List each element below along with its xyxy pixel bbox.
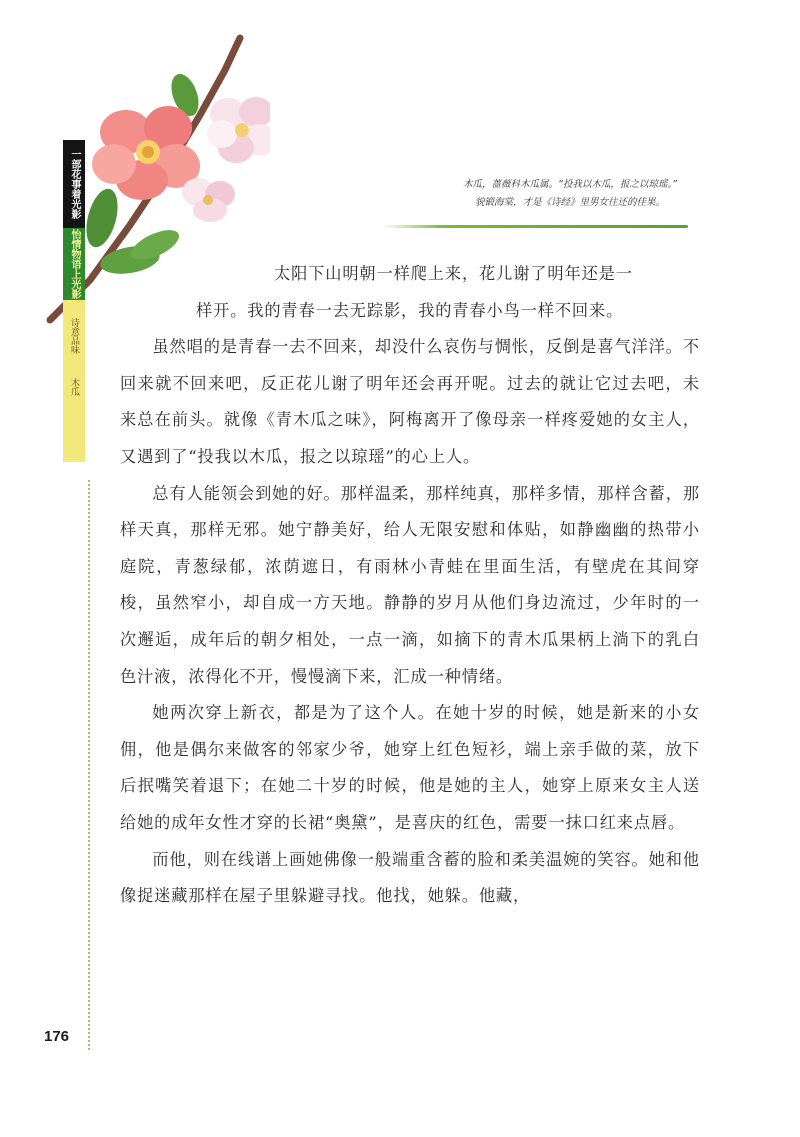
margin-dotted-rule <box>88 480 90 1050</box>
caption-line-1: 木瓜，蔷薇科木瓜属。“投我以木瓜，报之以琼瑶。” <box>462 179 678 190</box>
chapter-tag-strip <box>63 300 85 462</box>
quote-line-2: 样开。我的青春一去无踪影，我的青春小鸟一样不回来。 <box>196 300 624 320</box>
caption-underline <box>382 225 688 228</box>
section-title-strip: 怡情物语上光影 <box>63 228 85 300</box>
paragraph-1: 虽然唱的是青春一去不回来，却没什么哀伤与惆怅，反倒是喜气洋洋。不回来就不回来吧，反正花儿谢了明年还会再开呢。过去的就让它过去吧，未来总在前头。就像《青木瓜之味》，阿梅离开了像母亲一样疼爱她的女主人，又遇到了“投我以木瓜，报之以琼瑶”的心上人。 <box>120 337 700 466</box>
paragraph-3: 她两次穿上新衣，都是为了这个人。在她十岁的时候，她是新来的小女佣，他是偶尔来做客的邻家少爷，她穿上红色短衫，端上亲手做的菜，放下后抿嘴笑着退下；在她二十岁的时候，他是她的主人，她穿上原来女主人送给她的成年女性才穿的长裙“奥黛”，是喜庆的红色，需要一抹口红来点唇。 <box>120 703 700 832</box>
series-title-strip: 一部花事着光影 <box>63 140 85 228</box>
page-number: 176 <box>44 1028 70 1045</box>
plant-tag: 木瓜 <box>69 378 79 396</box>
paragraph-2: 总有人能领会到她的好。那样温柔，那样纯真，那样多情，那样含蓄，那样天真，那样无邪。她宁静美好，给人无限安慰和体贴，如静幽幽的热带小庭院，青葱绿郁，浓荫遮日，有雨林小青蛙在里面生活，有壁虎在其间穿梭，虽然窄小，却自成一方天地。静静的岁月从他们身边流过，少年时的一次邂逅，成年后的朝夕相处，一点一滴，如摘下的青木瓜果柄上淌下的乳白色汁液，浓得化不开，慢慢滴下来，汇成一种情绪。 <box>120 483 700 686</box>
quote-line-1: 太阳下山明朝一样爬上来，花儿谢了明年还是一 <box>274 264 633 283</box>
category-tag: 诗意品味 <box>69 318 79 354</box>
illustration-caption <box>420 176 720 212</box>
paragraph-4: 而他，则在线谱上画她佛像一般端重含蓄的脸和柔美温婉的笑容。她和他像捉迷藏那样在屋子里躲避寻找。他找，她躲。他藏， <box>120 849 700 906</box>
opening-quote <box>120 256 700 329</box>
caption-line-2: 貌锻海棠，才是《诗经》里男女往还的佳果。 <box>474 197 665 208</box>
article-body <box>120 256 700 915</box>
